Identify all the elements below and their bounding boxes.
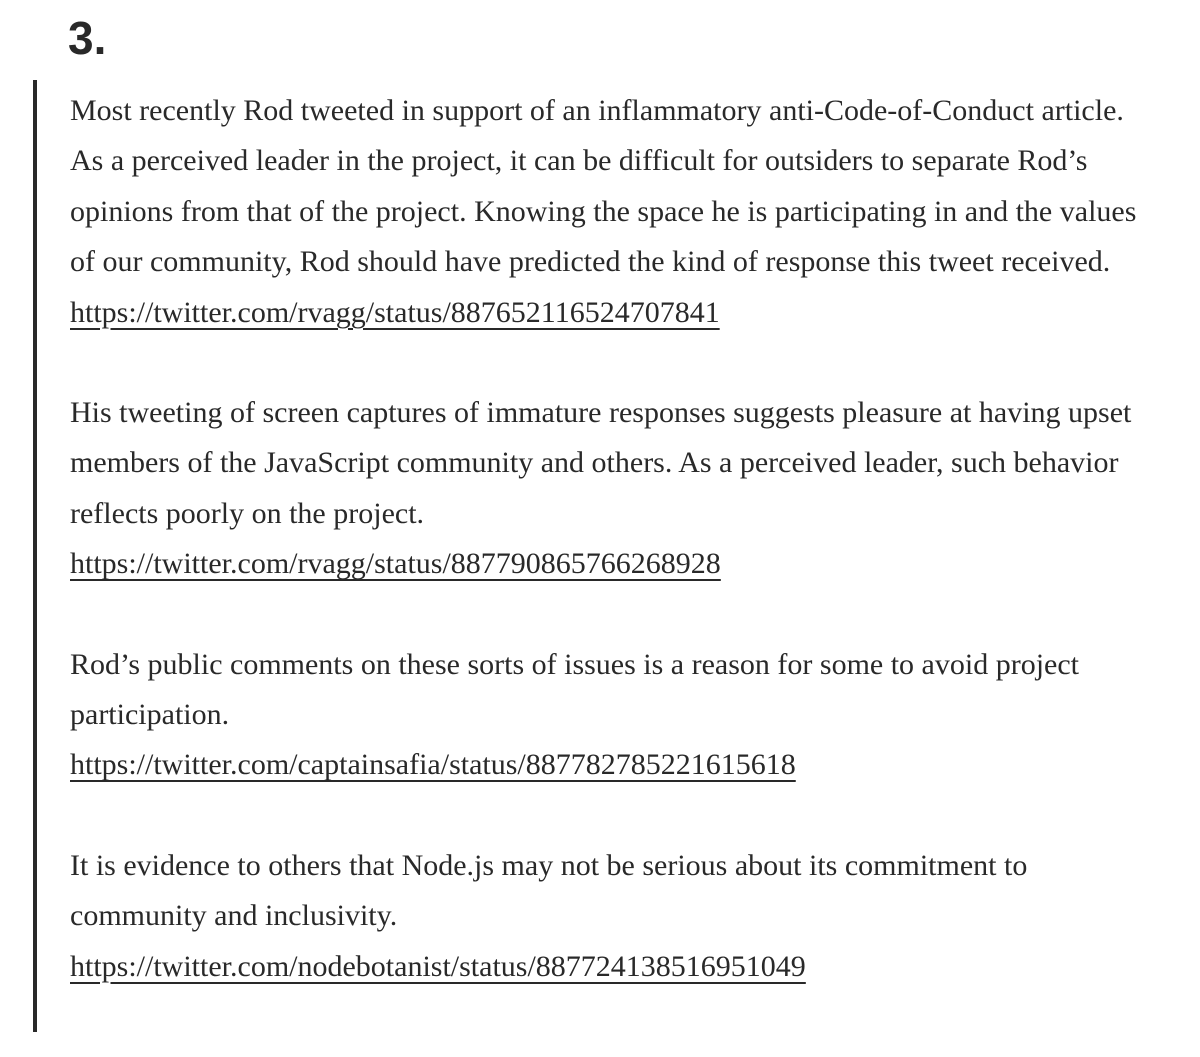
blockquote [33,80,1143,1032]
paragraph-4-link[interactable]: https://twitter.com/nodebotanist/status/887724138516951049 [70,949,806,983]
paragraph-2-text: His tweeting of screen captures of immature responses suggests pleasure at having upset members of the JavaScript community and others. As a perceived leader, such behavior reflects poorly on the project. [70,396,1132,530]
paragraph-2 [70,388,1143,590]
paragraph-1-link[interactable]: https://twitter.com/rvagg/status/887652116524707841 [70,295,720,329]
paragraph-1-text: Most recently Rod tweeted in support of an inflammatory anti-Code-of-Conduct article. As a perceived leader in the project, it can be difficult for outsiders to separate Rod’s opinions from that of the project. Knowing the space he is participating in and the values of our community, Rod should have predicted the kind of response this tweet received. [70,94,1137,279]
paragraph-2-link[interactable]: https://twitter.com/rvagg/status/887790865766268928 [70,547,721,581]
paragraph-1 [70,86,1143,338]
paragraph-4 [70,841,1143,992]
section-heading: 3. [68,12,107,64]
paragraph-3-link[interactable]: https://twitter.com/captainsafia/status/887782785221615618 [70,748,796,782]
paragraph-3 [70,640,1143,791]
paragraph-4-text: It is evidence to others that Node.js may not be serious about its commitment to community and inclusivity. [70,848,1028,933]
paragraph-3-text: Rod’s public comments on these sorts of issues is a reason for some to avoid project participation. [70,647,1079,732]
